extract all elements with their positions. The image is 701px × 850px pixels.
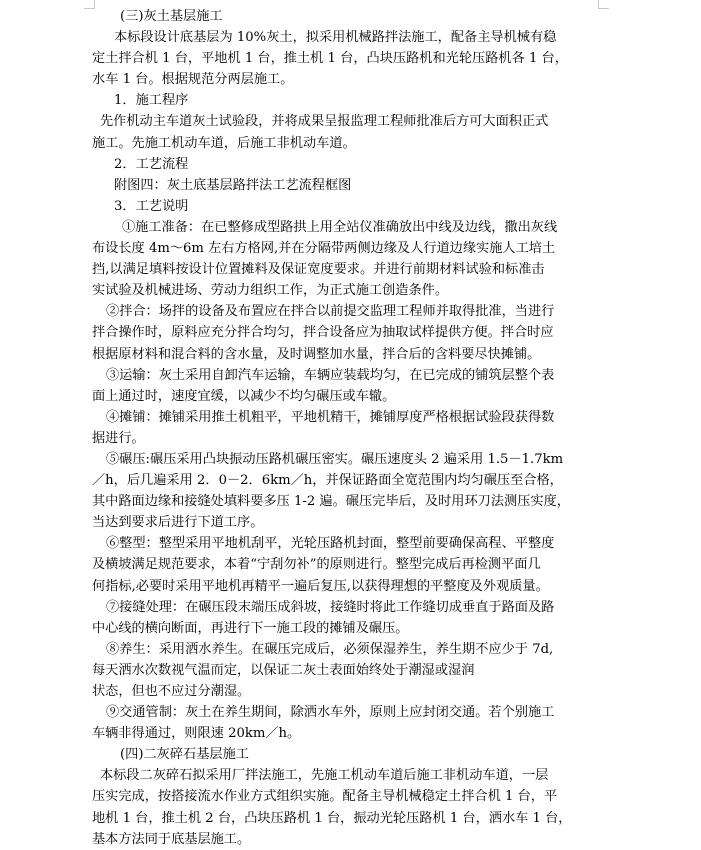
text-line: 每天洒水次数视气温而定，以保证二灰土表面始终处于潮湿或湿润: [92, 662, 475, 678]
text-line: 挡,以满足填料按设计位置摊料及保证宽度要求。并进行前期材料试验和标准击: [92, 262, 545, 278]
text-line: 施工。先施工机动车道，后施工非机动车道。: [92, 135, 356, 151]
text-line: 及横坡满足规范要求，本着“宁刮勿补”的原则进行。整型完成后再检测平面几: [92, 557, 541, 573]
text-line: ②拌合：场拌的设备及布置应在拌合以前提交监理工程师并取得批准，当进行: [106, 304, 555, 320]
text-line: 根据原材料和混合料的含水量，及时调整加水量，拌合后的含料要尽快摊铺。: [92, 346, 541, 362]
text-line: 3．工艺说明: [114, 198, 189, 214]
text-line: 地机 1 台，推土机 2 台，凸块压路机 1 台，振动光轮压路机 1 台，洒水车 1 台，: [92, 810, 572, 826]
text-line: 面上通过时，速度宜缓，以减少不均匀碾压或车辙。: [92, 388, 396, 404]
text-line: 当达到要求后进行下道工序。: [92, 515, 264, 531]
text-line: 车辆非得通过，则限速 20km／h。: [92, 726, 301, 742]
text-line: 本标段设计底基层为 10%灰土，拟采用机械路拌法施工，配备主导机械有稳: [114, 30, 557, 46]
text-line: ／h，后几遍采用 2．0－2．6km／h，并保证路面全宽范围内均匀碾压至合格，: [92, 473, 563, 489]
text-line: 先作机动主车道灰土试验段，并将成果呈报监理工程师批准后方可大面积正式: [100, 114, 549, 130]
text-line: ⑥整型：整型采用平地机刮平，光轮压路机封面，整型前要确保高程、平整度: [106, 536, 555, 552]
text-line: 定土拌合机 1 台，平地机 1 台，推土机 1 台，凸块压路机和光轮压路机各 1 台，: [92, 51, 568, 67]
text-line: ①施工准备：在已整修成型路拱上用全站仪准确放出中线及边线，撒出灰线: [122, 219, 558, 235]
text-line: 其中路面边缘和接缝处填料要多压 1-2 遍。碾压完毕后，及时用环刀法测压实度，: [92, 494, 570, 510]
text-line: 拌合操作时，原料应充分拌合均匀，拌合设备应为抽取试样提供方便。拌合时应: [92, 325, 554, 341]
text-line: 状态，但也不应过分潮湿。: [92, 684, 251, 699]
text-line: 本标段二灰碎石拟采用厂拌法施工，先施工机动车道后施工非机动车道，一层: [100, 768, 549, 784]
text-line: 压实完成，按搭接流水作业方式组织实施。配备主导机械稳定土拌合机 1 台，平: [92, 789, 558, 805]
text-line: ⑧养生：采用洒水养生。在碾压完成后，必须保湿养生，养生期不应少于 7d,: [106, 641, 554, 657]
text-line: 附图四：灰土底基层路拌法工艺流程框图: [114, 177, 352, 193]
text-line: 水车 1 台。根据规范分两层施工。: [92, 72, 294, 88]
text-line: (三)灰土基层施工: [120, 9, 223, 24]
text-line: 中心线的横向断面，再进行下一施工段的摊铺及碾压。: [92, 620, 409, 636]
text-line: 2．工艺流程: [114, 156, 189, 172]
text-line: 据进行。: [92, 430, 145, 446]
document-body: [92, 6, 608, 850]
text-line: 基本方法同于底基层施工。: [92, 831, 251, 847]
text-line: ③运输：灰土采用自卸汽车运输，车辆应装载均匀，在已完成的铺筑层整个表: [106, 367, 555, 383]
text-line: (四)二灰碎石基层施工: [120, 747, 249, 763]
text-line: 布设长度 4m～6m 左右方格网,并在分隔带两侧边缘及人行道边缘实施人工培土: [92, 241, 556, 257]
text-line: 何指标,必要时采用平地机再精平一遍后复压,以获得理想的平整度及外观质量。: [92, 578, 549, 594]
text-line: ④摊铺：摊铺采用推土机粗平，平地机精干，摊铺厚度严格根据试验段获得数: [106, 409, 555, 425]
text-line: ⑤碾压:碾压采用凸块振动压路机碾压密实。碾压速度头 2 遍采用 1.5－1.7km: [106, 451, 564, 467]
text-line: 1．施工程序: [114, 93, 189, 109]
text-line: ⑦接缝处理：在碾压段末端压成斜坡，接缝时将此工作缝切成垂直于路面及路: [106, 599, 555, 615]
text-line: ⑨交通管制：灰土在养生期间，除洒水车外，原则上应封闭交通。若个别施工: [106, 705, 555, 721]
text-line: 实试验及机械进场、劳动力组织工作，为正式施工创造条件。: [92, 283, 449, 299]
